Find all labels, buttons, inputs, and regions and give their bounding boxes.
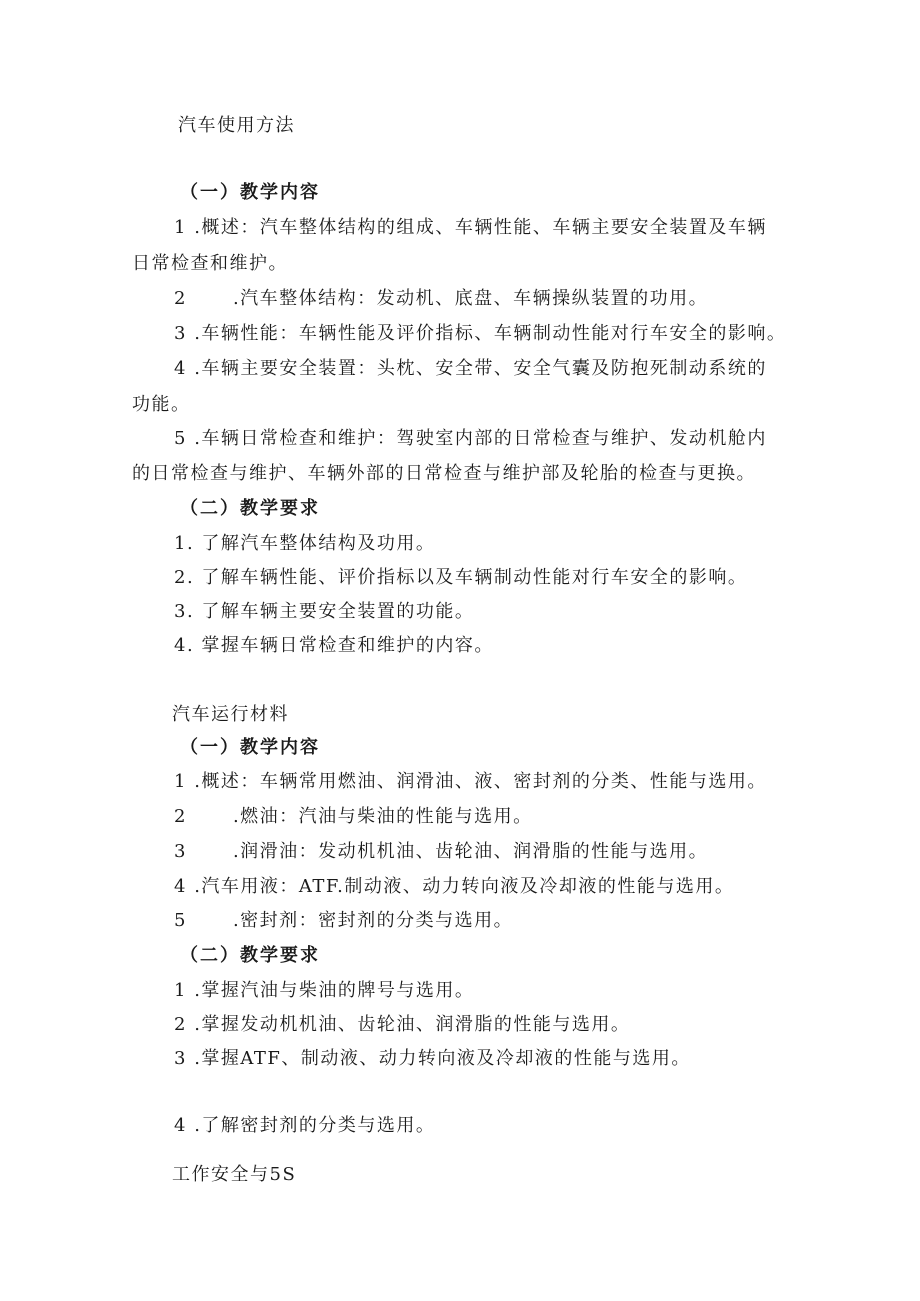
item-number: 4 — [174, 358, 187, 379]
item-number: 1. — [174, 533, 195, 554]
item-number: 1 — [174, 217, 187, 238]
item-number: 1 — [174, 980, 187, 1001]
list-item — [174, 566, 747, 590]
item-text: .掌握发动机机油、齿轮油、润滑脂的性能与选用。 — [194, 1014, 631, 1035]
item-number: 3. — [174, 601, 195, 622]
requirements-heading: （二）教学要求 — [180, 498, 320, 519]
item-text: .掌握汽油与柴油的牌号与选用。 — [194, 980, 475, 1001]
list-item — [174, 875, 734, 899]
item-number: 1 — [174, 771, 187, 792]
requirements-heading: （二）教学要求 — [180, 945, 320, 966]
item-number: 2 — [174, 806, 187, 827]
item-text: .汽车用液：ATF.制动液、动力转向液及冷却液的性能与选用。 — [194, 876, 735, 897]
list-item — [174, 909, 513, 933]
item-text: .了解密封剂的分类与选用。 — [194, 1115, 436, 1136]
item-text: .概述：汽车整体结构的组成、车辆性能、车辆主要安全装置及车辆 — [194, 217, 767, 238]
section-title: 汽车使用方法 — [178, 115, 295, 136]
list-item — [174, 770, 767, 794]
item-text-continuation: 日常检查和维护。 — [132, 253, 288, 274]
list-item — [174, 805, 533, 829]
item-text: .车辆性能：车辆性能及评价指标、车辆制动性能对行车安全的影响。 — [194, 323, 787, 344]
item-text: .润滑油：发动机机油、齿轮油、润滑脂的性能与选用。 — [232, 841, 709, 862]
item-number: 3 — [174, 1048, 187, 1069]
list-item — [174, 1013, 630, 1037]
item-number: 3 — [174, 323, 187, 344]
list-item — [174, 322, 786, 346]
item-number: 4. — [174, 635, 195, 656]
item-number: 2. — [174, 567, 195, 588]
item-text: .概述：车辆常用燃油、润滑油、液、密封剂的分类、性能与选用。 — [194, 771, 767, 792]
item-text-continuation: 功能。 — [132, 394, 191, 415]
section-title: 工作安全与5S — [172, 1164, 297, 1185]
item-text: 了解车辆主要安全装置的功能。 — [201, 601, 475, 622]
item-number: 5 — [174, 910, 187, 931]
list-item — [174, 287, 708, 311]
item-number: 4 — [174, 1115, 187, 1136]
item-number: 2 — [174, 1014, 187, 1035]
item-text: .燃油：汽油与柴油的性能与选用。 — [232, 806, 533, 827]
item-text: 掌握车辆日常检查和维护的内容。 — [201, 635, 494, 656]
content-heading: （一）教学内容 — [180, 737, 320, 758]
list-item — [174, 427, 767, 451]
section-title: 汽车运行材料 — [172, 704, 289, 725]
list-item — [174, 1114, 435, 1138]
list-item — [174, 357, 767, 381]
list-item — [174, 1047, 691, 1071]
content-heading: （一）教学内容 — [180, 182, 320, 203]
item-text-continuation: 的日常检查与维护、车辆外部的日常检查与维护部及轮胎的检查与更换。 — [132, 463, 756, 484]
item-text: .汽车整体结构：发动机、底盘、车辆操纵装置的功用。 — [232, 288, 709, 309]
item-number: 2 — [174, 288, 187, 309]
list-item — [174, 840, 708, 864]
item-number: 4 — [174, 876, 187, 897]
item-text: .车辆日常检查和维护：驾驶室内部的日常检查与维护、发动机舱内 — [194, 428, 767, 449]
item-text: .密封剂：密封剂的分类与选用。 — [232, 910, 514, 931]
list-item — [174, 216, 767, 240]
item-text: .车辆主要安全装置：头枕、安全带、安全气囊及防抱死制动系统的 — [194, 358, 767, 379]
item-number: 5 — [174, 428, 187, 449]
list-item — [174, 600, 474, 624]
list-item — [174, 979, 474, 1003]
list-item — [174, 634, 494, 658]
list-item — [174, 532, 435, 556]
item-number: 3 — [174, 841, 187, 862]
item-text: 了解汽车整体结构及功用。 — [201, 533, 436, 554]
item-text: 了解车辆性能、评价指标以及车辆制动性能对行车安全的影响。 — [201, 567, 748, 588]
item-text: .掌握ATF、制动液、动力转向液及冷却液的性能与选用。 — [194, 1048, 691, 1069]
